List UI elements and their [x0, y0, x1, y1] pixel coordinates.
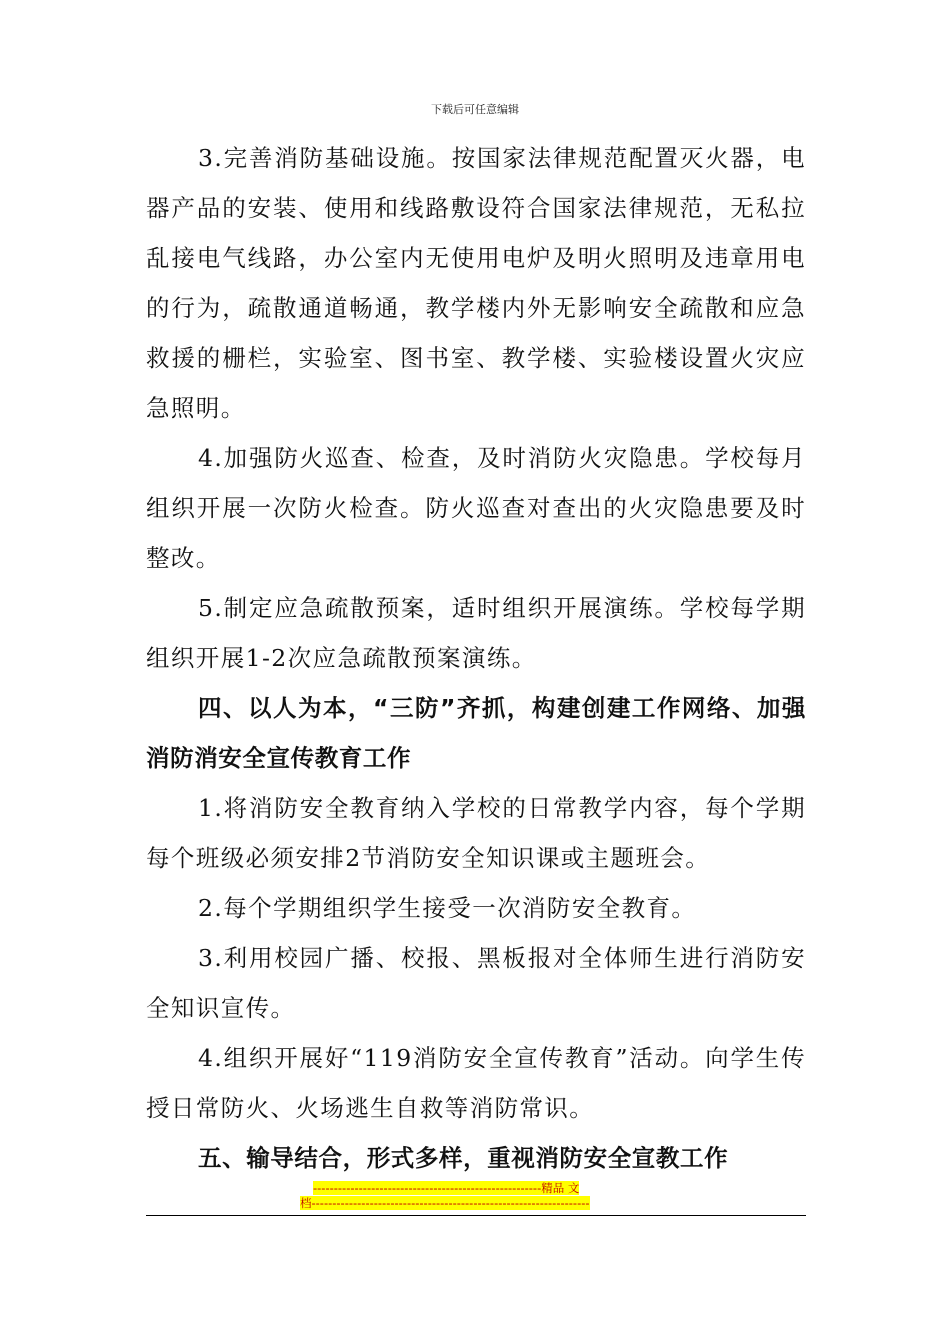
- paragraph-fire-inspection: 4.加强防火巡查、检查，及时消防火灾隐患。学校每月组织开展一次防火检查。防火巡查对查出的火灾隐患要及时整改。: [146, 444, 806, 572]
- footer-line-1-text: -------------------------------------------------------精品 文: [313, 1181, 580, 1195]
- section-heading-four: 四、以人为本，“三防”齐抓，构建创建工作网络、加强消防消安全宣传教育工作: [146, 694, 806, 772]
- paragraph-student-education: 2.每个学期组织学生接受一次消防安全教育。: [198, 894, 697, 922]
- paragraph-fire-facilities: 3.完善消防基础设施。按国家法律规范配置灭火器，电器产品的安装、使用和线路敷设符合国家法律规范，无私拉乱接电气线路，办公室内无使用电炉及明火照明及违章用电的行为，疏散通道畅通，教学楼内外无影响安全疏散和应急救援的栅栏，实验室、图书室、教学楼、实验楼设置火灾应急照明。: [146, 144, 806, 422]
- paragraph-evacuation-drill: 5.制定应急疏散预案，适时组织开展演练。学校每学期组织开展1-2次应急疏散预案演练。: [146, 594, 806, 672]
- header-note: 下载后可任意编辑: [431, 103, 519, 116]
- footer-line-2: [300, 1196, 650, 1211]
- footer-watermark: [300, 1181, 650, 1211]
- document-body: [146, 133, 806, 1183]
- paragraph-119-campaign: 4.组织开展好“119消防安全宣传教育”活动。向学生传授日常防火、火场逃生自救等消防常识。: [146, 1044, 806, 1122]
- paragraph-campus-publicity: 3.利用校园广播、校报、黑板报对全体师生进行消防安全知识宣传。: [146, 944, 806, 1022]
- footer-divider: [146, 1215, 806, 1216]
- section-heading-five: 五、输导结合，形式多样，重视消防安全宣教工作: [198, 1144, 729, 1172]
- footer-line-1: [300, 1181, 650, 1196]
- paragraph-safety-curriculum: 1.将消防安全教育纳入学校的日常教学内容，每个学期每个班级必须安排2节消防安全知识课或主题班会。: [146, 794, 806, 872]
- footer-line-2-text: 档-------------------------------------------------------------------: [300, 1196, 590, 1210]
